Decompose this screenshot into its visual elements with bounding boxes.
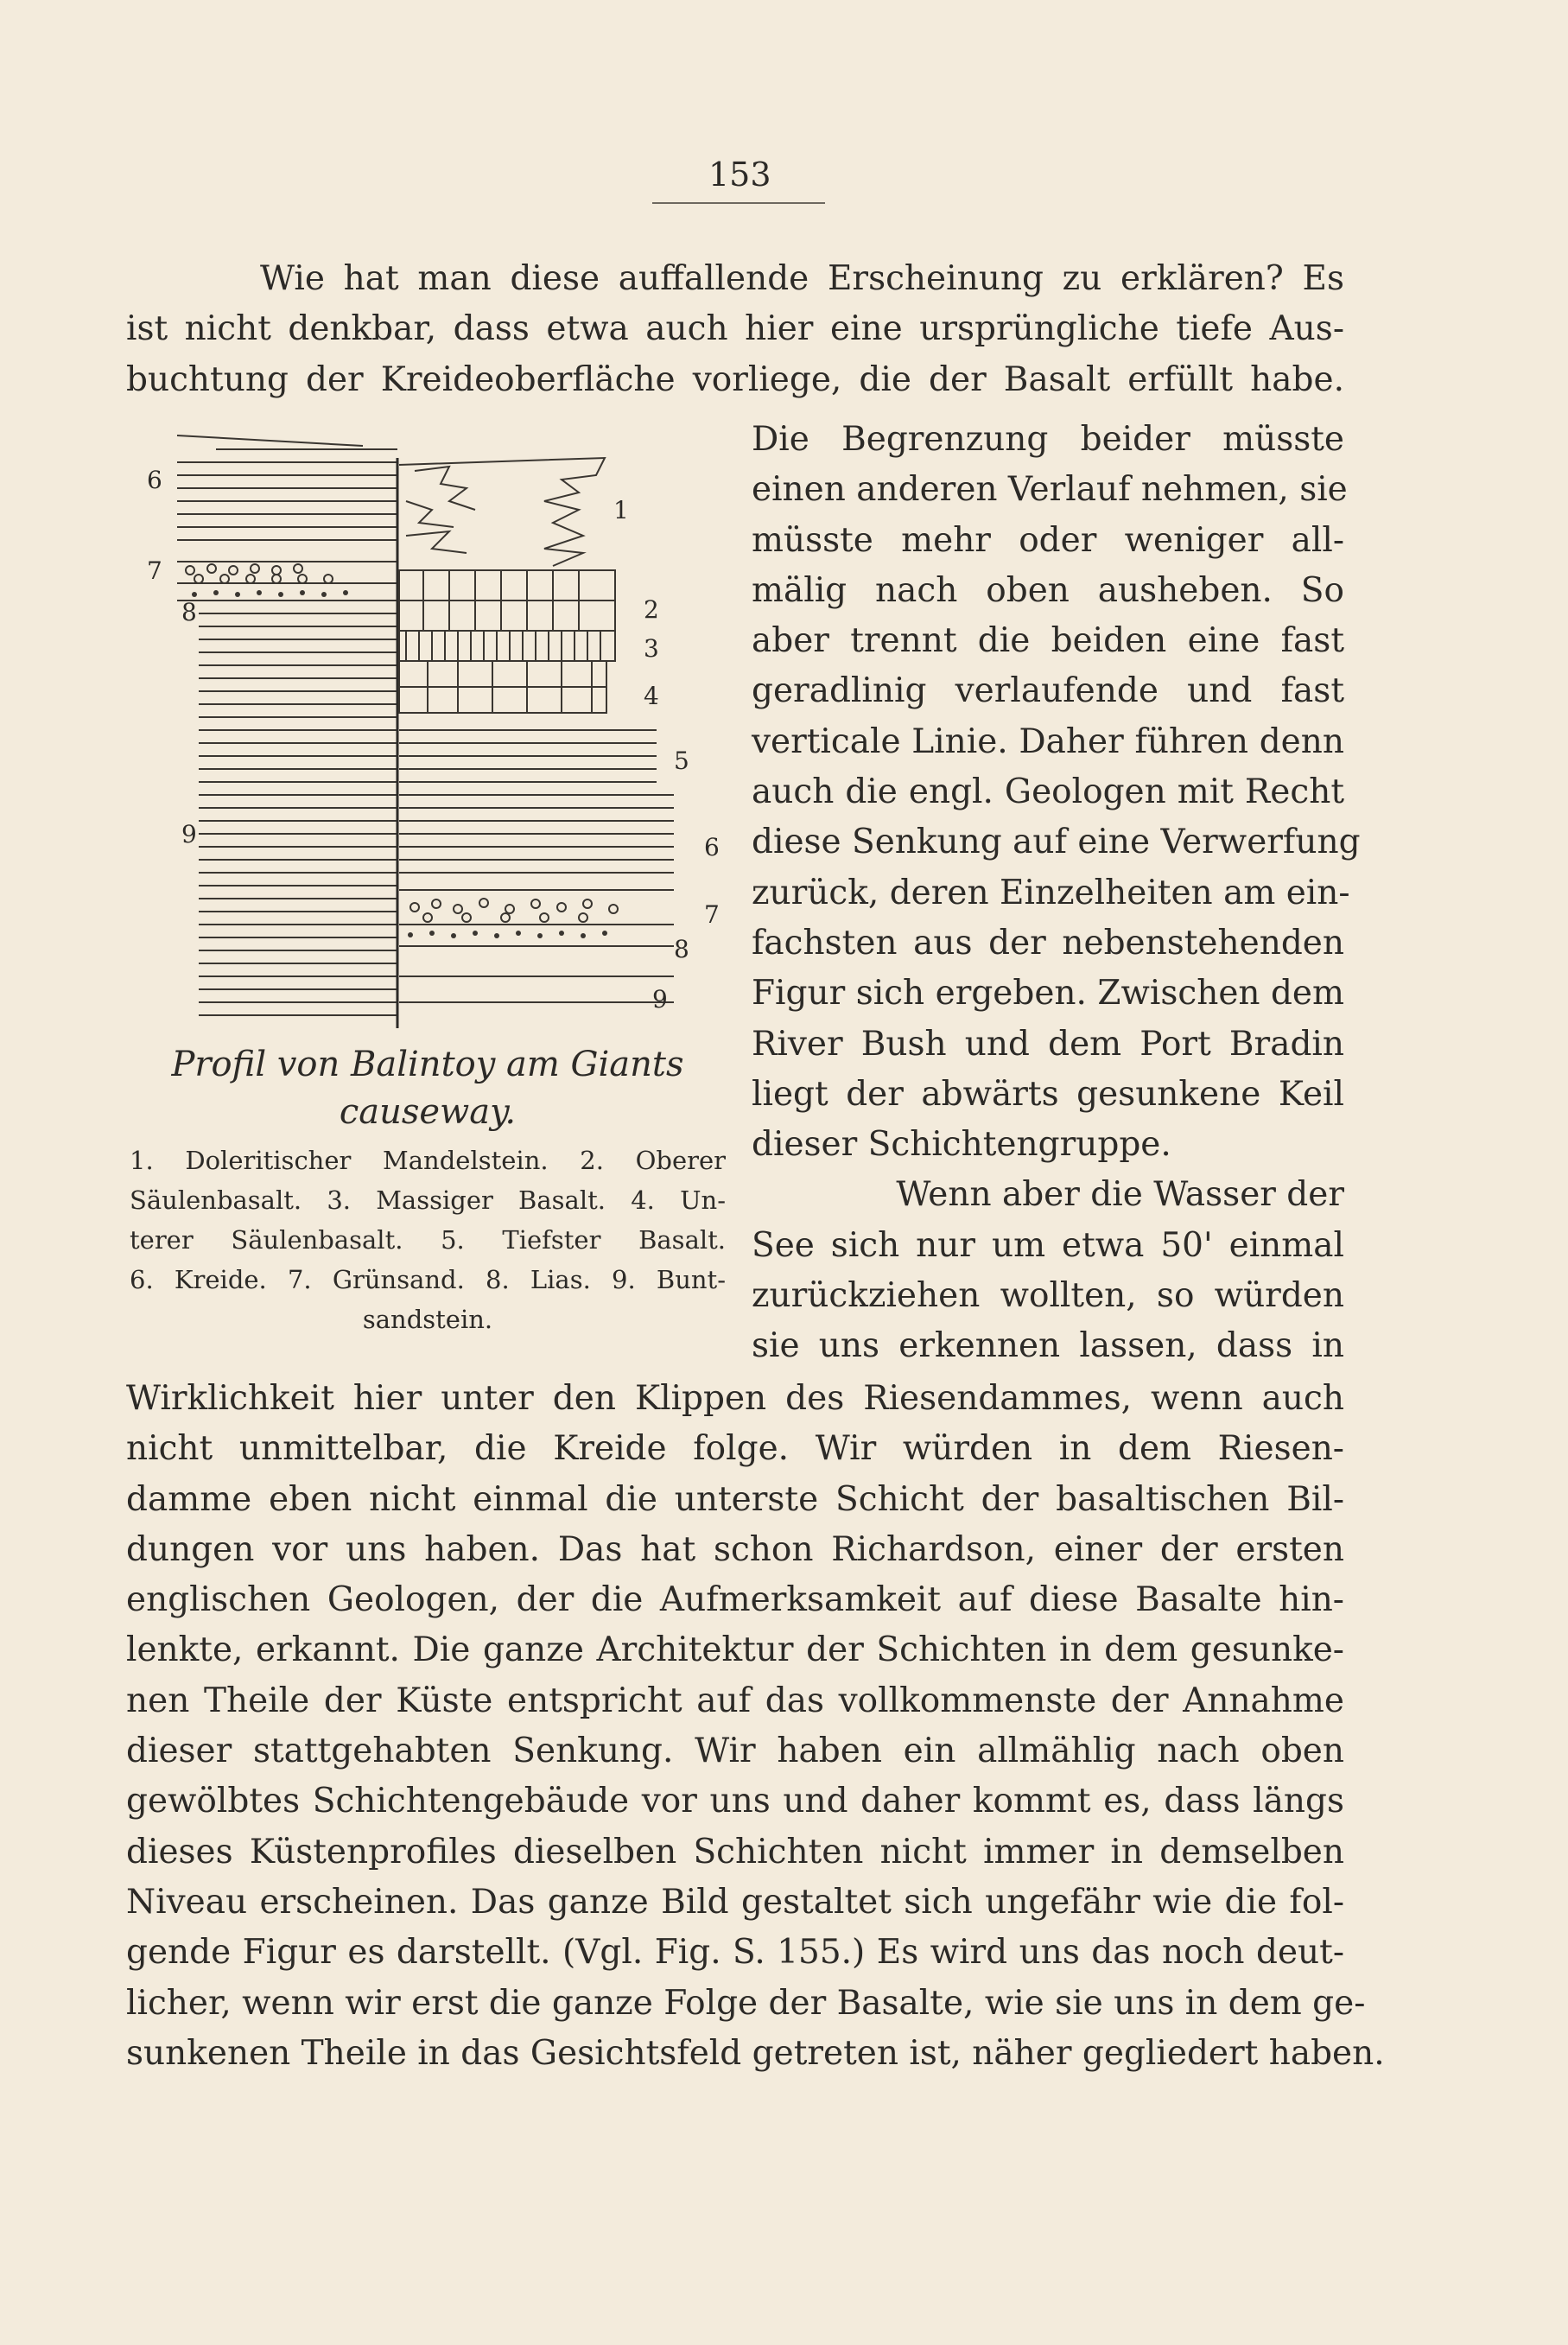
text-line: Wirklichkeit hier unter den Klippen des Riesendammes, wenn auch — [126, 1379, 1344, 1418]
legend-line: sandstein. — [362, 1305, 493, 1334]
page-number-rule — [652, 202, 825, 204]
text-line: dungen vor uns haben. Das hat schon Richardson, einer der ersten — [126, 1529, 1344, 1569]
text-line: zurückziehen wollten, so würden — [752, 1276, 1344, 1316]
figure-label: 1 — [613, 496, 629, 524]
paragraph-intro — [126, 254, 1344, 405]
text-line: See sich nur um etwa 50' einmal — [752, 1225, 1344, 1265]
text-line: sie uns erkennen lassen, dass in — [752, 1326, 1344, 1366]
text-line: diese Senkung auf eine Verwerfung — [752, 823, 1361, 862]
figure-label: 7 — [147, 556, 162, 585]
figure-label: 6 — [147, 466, 162, 494]
paragraph-continuation — [126, 1374, 1385, 2079]
legend-line: 6. Kreide. 7. Grünsand. 8. Lias. 9. Bunt- — [130, 1265, 726, 1294]
figure-label: 6 — [704, 833, 720, 861]
text-line: River Bush und dem Port Bradin — [752, 1024, 1344, 1064]
text-line: dieser Schichtengruppe. — [752, 1125, 1171, 1165]
figure-label: 9 — [181, 820, 197, 848]
text-line: dieser stattgehabten Senkung. Wir haben ein allmählig nach oben — [126, 1732, 1344, 1771]
figure-caption — [130, 1041, 726, 1136]
text-line: nicht unmittelbar, die Kreide folge. Wir würden in dem Riesen- — [126, 1429, 1344, 1469]
text-line: Niveau erscheinen. Das ganze Bild gestaltet sich ungefähr wie die fol- — [126, 1882, 1344, 1922]
text-line: ist nicht denkbar, dass etwa auch hier eine ursprüngliche tiefe Aus- — [126, 309, 1344, 349]
figure-label: 5 — [674, 747, 689, 775]
figure-label: 7 — [704, 900, 720, 929]
figure-label: 3 — [644, 634, 659, 663]
paragraph-side-column — [752, 415, 1361, 1372]
caption-line: Profil von Balintoy am Giants — [171, 1045, 684, 1084]
legend-line: Säulenbasalt. 3. Massiger Basalt. 4. Un- — [130, 1185, 726, 1215]
figure-label: 9 — [652, 985, 668, 1014]
text-line: zurück, deren Einzelheiten am ein- — [752, 873, 1350, 912]
text-line: nen Theile der Küste entspricht auf das vollkommenste der Annahme — [126, 1681, 1344, 1720]
text-line: einen anderen Verlauf nehmen, sie — [752, 470, 1348, 510]
text-line: Wie hat man diese auffallende Erscheinung zu erklären? Es — [260, 259, 1344, 298]
text-line: englischen Geologen, der die Aufmerksamkeit auf diese Basalte hin- — [126, 1580, 1344, 1620]
text-line: damme eben nicht einmal die unterste Schicht der basaltischen Bil- — [126, 1479, 1344, 1519]
text-line: Figur sich ergeben. Zwischen dem — [752, 974, 1344, 1014]
text-line: gende Figur es darstellt. (Vgl. Fig. S. 155.) Es wird uns das noch deut- — [126, 1933, 1344, 1973]
text-line: licher, wenn wir erst die ganze Folge der Basalte, wie sie uns in dem ge- — [126, 1983, 1366, 2023]
text-line: aber trennt die beiden eine fast — [752, 621, 1344, 661]
figure-label: 2 — [644, 595, 659, 624]
figure-label: 8 — [181, 598, 197, 626]
text-line: mälig nach oben ausheben. So — [752, 570, 1344, 610]
figure-legend — [130, 1141, 726, 1339]
text-line: Wenn aber die Wasser der — [896, 1175, 1344, 1215]
text-line: müsste mehr oder weniger all- — [752, 520, 1344, 560]
text-line: buchtung der Kreideoberfläche vorliege, die der Basalt erfüllt habe. — [126, 359, 1344, 399]
text-line: fachsten aus der nebenstehenden — [752, 923, 1344, 963]
text-line: Die Begrenzung beider müsste — [752, 420, 1344, 459]
text-line: verticale Linie. Daher führen denn — [752, 721, 1344, 761]
text-line: liegt der abwärts gesunkene Keil — [752, 1074, 1344, 1114]
geological-profile-figure — [147, 423, 734, 1037]
text-line: dieses Küstenprofiles dieselben Schichten nicht immer in demselben — [126, 1832, 1344, 1872]
figure-label: 8 — [674, 935, 689, 963]
text-line: auch die engl. Geologen mit Recht — [752, 772, 1344, 812]
legend-line: terer Säulenbasalt. 5. Tiefster Basalt. — [130, 1225, 726, 1255]
caption-line: causeway. — [339, 1092, 517, 1132]
legend-line: 1. Doleritischer Mandelstein. 2. Oberer — [130, 1146, 726, 1175]
text-line: gewölbtes Schichtengebäude vor uns und daher kommt es, dass längs — [126, 1782, 1344, 1821]
page-number: 153 — [708, 156, 771, 194]
figure-label: 4 — [644, 682, 659, 710]
text-line: geradlinig verlaufende und fast — [752, 671, 1344, 711]
text-line: sunkenen Theile in das Gesichtsfeld getreten ist, näher gegliedert haben. — [126, 2033, 1385, 2073]
text-line: lenkte, erkannt. Die ganze Architektur der Schichten in dem gesunke- — [126, 1630, 1344, 1670]
